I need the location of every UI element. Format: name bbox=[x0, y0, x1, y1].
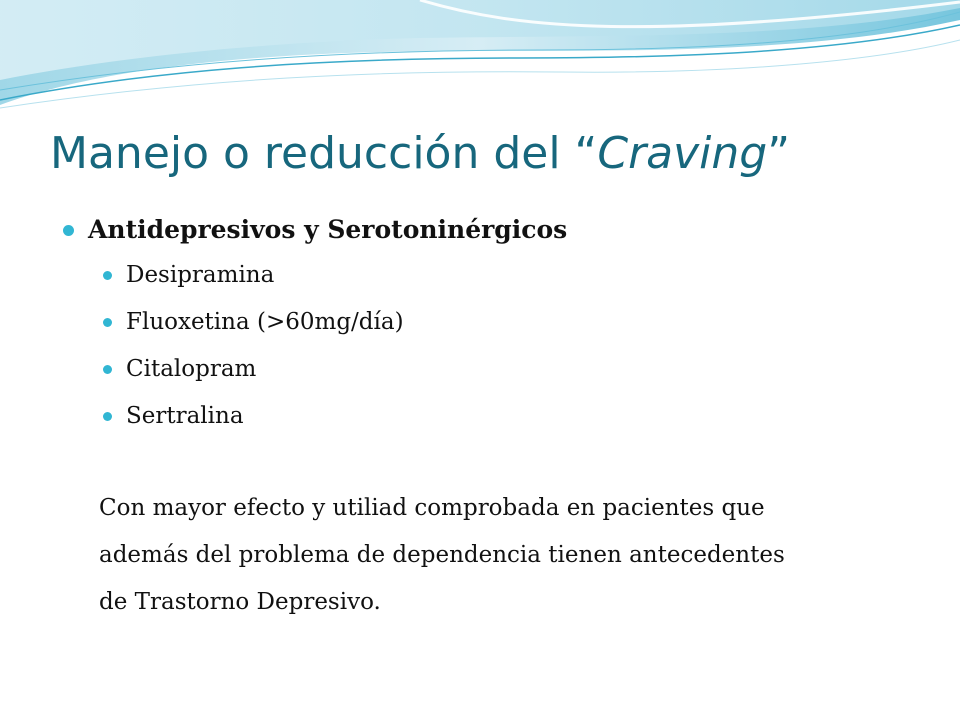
list-item-label: Fluoxetina (>60mg/día) bbox=[126, 309, 404, 335]
note-line: además del problema de dependencia tienen antecedentes bbox=[99, 542, 785, 568]
bullet-dot-icon bbox=[103, 365, 112, 374]
title-prefix: Manejo o reducción del “ bbox=[50, 128, 598, 179]
list-item-label: Citalopram bbox=[126, 356, 257, 382]
title-emphasis: Craving bbox=[597, 128, 768, 179]
note-line: Con mayor efecto y utiliad comprobada en pacientes que bbox=[99, 495, 765, 521]
sub-bullet-list bbox=[103, 253, 603, 441]
bullet-dot-icon bbox=[103, 271, 112, 280]
slide-title bbox=[50, 122, 790, 186]
list-item bbox=[103, 253, 603, 300]
bullet-dot-icon bbox=[63, 225, 74, 236]
bullet-dot-icon bbox=[103, 318, 112, 327]
list-item-label: Sertralina bbox=[126, 403, 244, 429]
bullet-main-label: Antidepresivos y Serotoninérgicos bbox=[88, 215, 568, 244]
list-item bbox=[103, 347, 603, 394]
bullet-dot-icon bbox=[103, 412, 112, 421]
list-item bbox=[103, 300, 603, 347]
note-line: de Trastorno Depresivo. bbox=[99, 589, 381, 615]
list-item-label: Desipramina bbox=[126, 262, 275, 288]
list-item bbox=[103, 394, 603, 441]
note-paragraph bbox=[99, 485, 939, 626]
header-wave-decoration bbox=[0, 0, 960, 120]
title-suffix: ” bbox=[767, 128, 790, 179]
